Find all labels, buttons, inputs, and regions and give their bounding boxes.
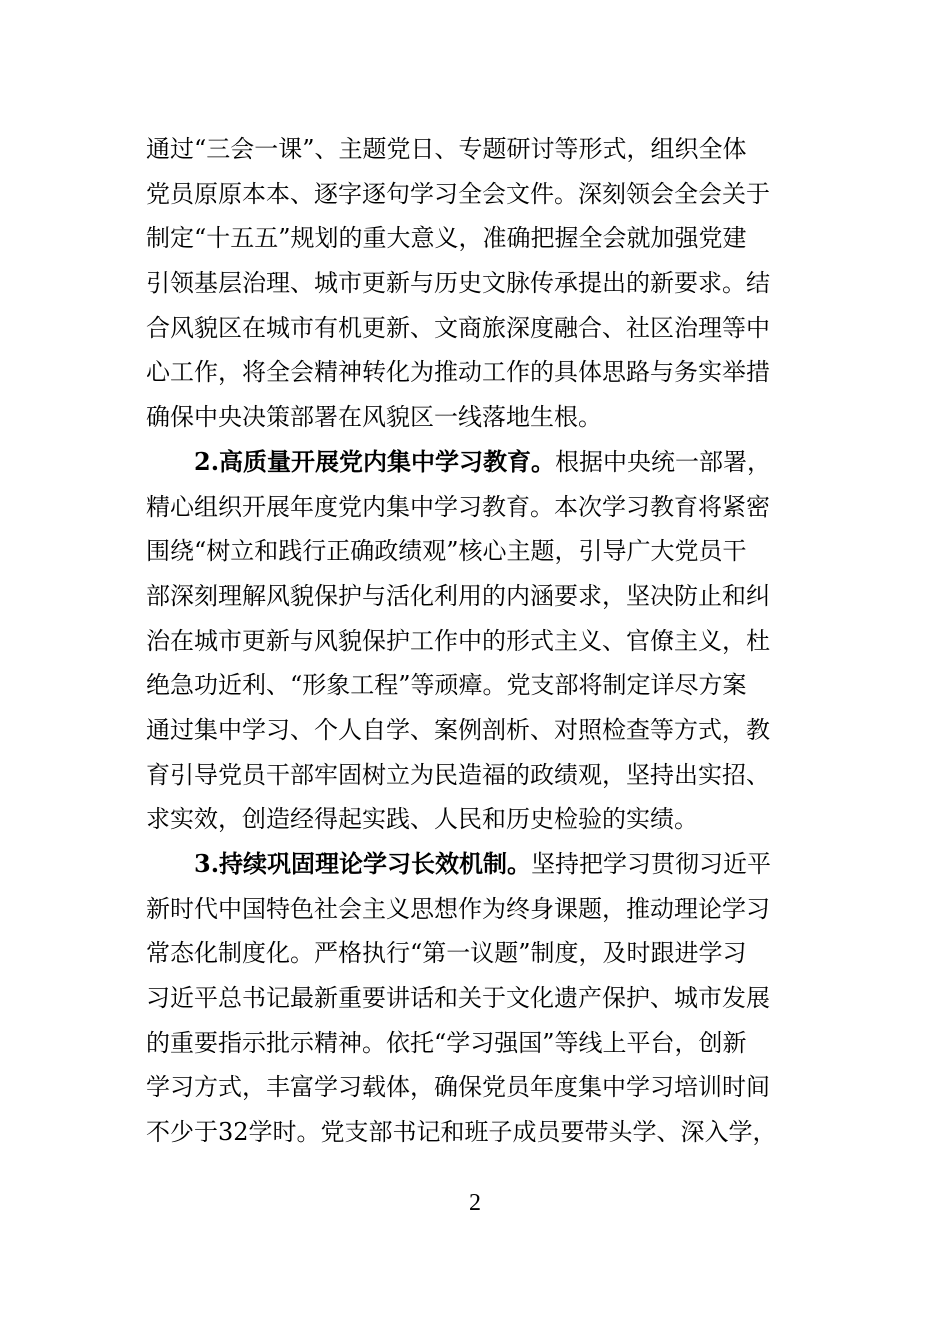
text-line: 心工作，将全会精神转化为推动工作的具体思路与务实举措 — [146, 358, 770, 387]
text-line: 绝急功近利、“形象工程”等顽瘴。党支部将制定详尽方案 — [146, 671, 747, 700]
text-line: 通过集中学习、个人自学、案例剖析、对照检查等方式，教 — [146, 715, 770, 744]
paragraph-2 — [146, 440, 810, 842]
text-line: 确保中央决策部署在风貌区一线落地生根。 — [146, 403, 602, 432]
text-line: 学习方式，丰富学习载体，确保党员年度集中学习培训时间 — [146, 1073, 770, 1102]
text-line: 习近平总书记最新重要讲话和关于文化遗产保护、城市发展 — [146, 984, 770, 1013]
text-line: 常态化制度化。严格执行“第一议题”制度，及时跟进学习 — [146, 939, 747, 968]
text-line: 求实效，创造经得起实践、人民和历史检验的实绩。 — [146, 805, 698, 834]
text-line: 精心组织开展年度党内集中学习教育。本次学习教育将紧密 — [146, 492, 770, 521]
page-number: 2 — [469, 1190, 481, 1216]
section-heading-3: 3.持续巩固理论学习长效机制。 — [194, 849, 532, 878]
text-line: 不少于32学时。党支部书记和班子成员要带头学、深入学， — [146, 1118, 777, 1147]
paragraph-3-first-line — [146, 842, 810, 887]
text-run: 根据中央统一部署， — [555, 447, 772, 476]
paragraph-2-first-line — [146, 440, 810, 485]
paragraph-1 — [146, 127, 810, 440]
text-line: 的重要指示批示精神。依托“学习强国”等线上平台，创新 — [146, 1028, 747, 1057]
text-line: 部深刻理解风貌保护与活化利用的内涵要求，坚决防止和纠 — [146, 581, 770, 610]
text-line: 育引导党员干部牢固树立为民造福的政绩观，坚持出实招、 — [146, 760, 770, 789]
paragraph-3 — [146, 842, 810, 1155]
text-line: 党员原原本本、逐字逐句学习全会文件。深刻领会全会关于 — [146, 179, 770, 208]
text-line: 围绕“树立和践行正确政绩观”核心主题，引导广大党员干 — [146, 537, 747, 566]
section-heading-2: 2.高质量开展党内集中学习教育。 — [194, 446, 556, 476]
text-line: 合风貌区在城市有机更新、文商旅深度融合、社区治理等中 — [146, 313, 770, 342]
text-line: 引领基层治理、城市更新与历史文脉传承提出的新要求。结 — [146, 269, 770, 298]
document-body — [146, 127, 810, 1155]
text-line: 治在城市更新与风貌保护工作中的形式主义、官僚主义，杜 — [146, 626, 770, 655]
text-line: 新时代中国特色社会主义思想作为终身课题，推动理论学习 — [146, 894, 770, 923]
text-line: 制定“十五五”规划的重大意义，准确把握全会就加强党建 — [146, 224, 747, 253]
text-line: 通过“三会一课”、主题党日、专题研讨等形式，组织全体 — [146, 135, 747, 163]
text-run: 坚持把学习贯彻习近平 — [531, 850, 772, 878]
